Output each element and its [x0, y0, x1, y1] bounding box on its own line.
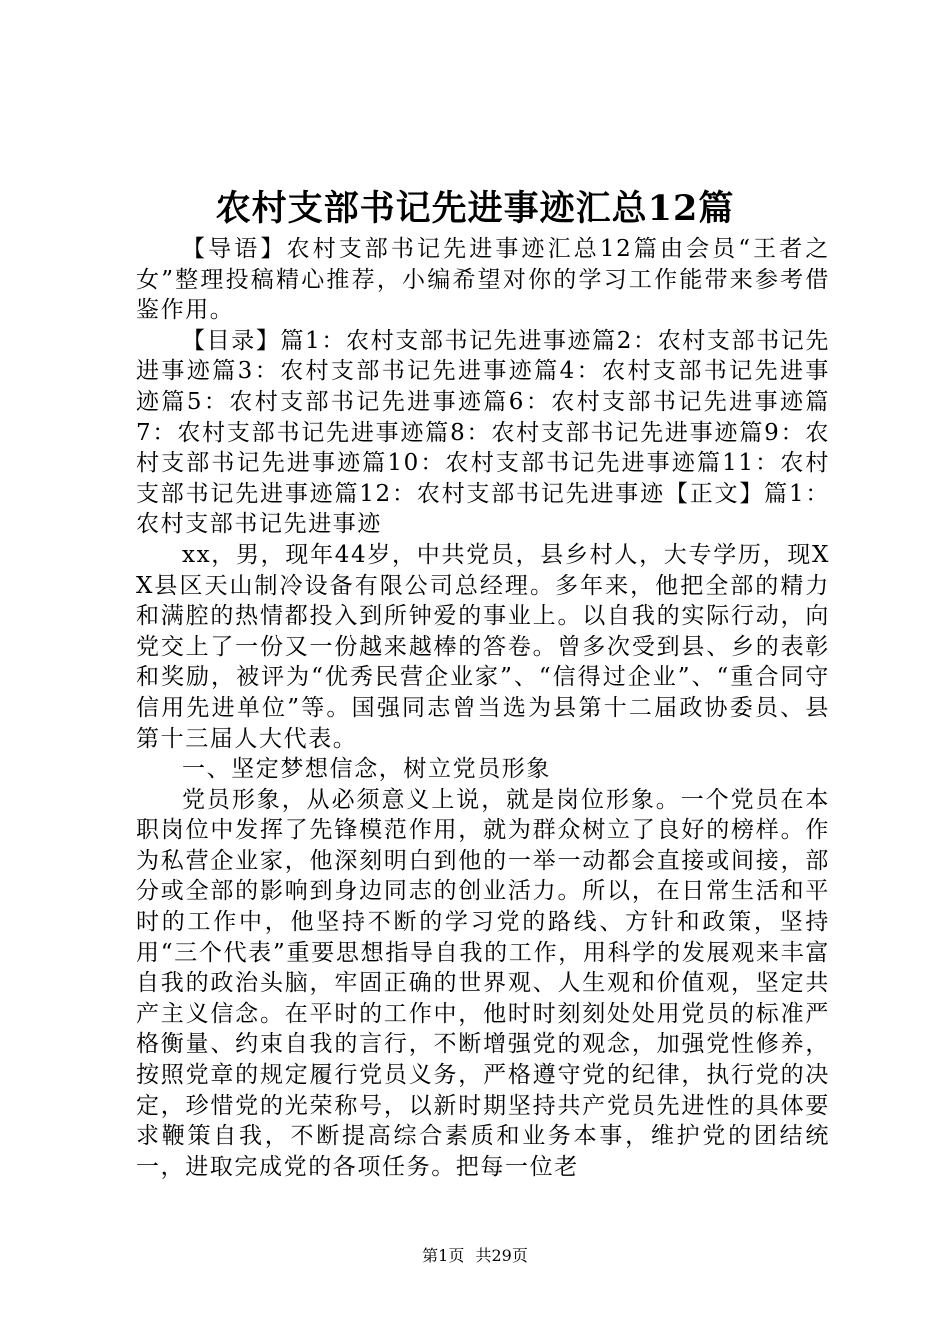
document-title: 农村支部书记先进事迹汇总12篇	[215, 188, 735, 229]
section-heading: 一、坚定梦想信念，树立党员形象	[182, 756, 551, 783]
intro-paragraph: 【导语】农村支部书记先进事迹汇总12篇由会员“王者之女”整理投稿精心推荐，小编希望对你的学习工作能带来参考借鉴作用。	[136, 236, 830, 324]
page-total: 共29页	[475, 1246, 528, 1265]
document-body	[136, 234, 830, 1182]
toc-paragraph: 【目录】篇1：农村支部书记先进事迹篇2：农村支部书记先进事迹篇3：农村支部书记先进事迹篇4：农村支部书记先进事迹篇5：农村支部书记先进事迹篇6：农村支部书记先进事迹篇7：农村支部书记先进事迹篇8：农村支部书记先进事迹篇9：农村支部书记先进事迹篇10：农村支部书记先进事迹篇11：农村支部书记先进事迹篇12：农村支部书记先进事迹【正文】篇1：农村支部书记先进事迹	[136, 327, 830, 538]
body-paragraph: 党员形象，从必须意义上说，就是岗位形象。一个党员在本职岗位中发挥了先锋模范作用，就为群众树立了良好的榜样。作为私营企业家，他深刻明白到他的一举一动都会直接或间接，部分或全部的影响到身边同志的创业活力。所以，在日常生活和平时的工作中，他坚持不断的学习党的路线、方针和政策，坚持用“三个代表”重要思想指导自我的工作，用科学的发展观来丰富自我的政治头脑，牢固正确的世界观、人生观和价值观，坚定共产主义信念。在平时的工作中，他时时刻刻处处用党员的标准严格衡量、约束自我的言行，不断增强党的观念，加强党性修养，按照党章的规定履行党员义务，严格遵守党的纪律，执行党的决定，珍惜党的光荣称号，以新时期坚持共产党员先进性的具体要求鞭策自我，不断提高综合素质和业务本事，维护党的团结统一，进取完成党的各项任务。把每一位老	[136, 786, 830, 1180]
page-footer	[0, 1244, 950, 1268]
profile-paragraph: xx，男，现年44岁，中共党员，县乡村人，大专学历，现XX县区天山制冷设备有限公司总经理。多年来，他把全部的精力和满腔的热情都投入到所钟爱的事业上。以自我的实际行动，向党交上了一份又一份越来越棒的答卷。曾多次受到县、乡的表彰和奖励，被评为“优秀民营企业家”、“信得过企业”、“重合同守信用先进单位”等。国强同志曾当选为县第十二届政协委员、县第十三届人大代表。	[136, 541, 830, 752]
page-number: 第1页	[422, 1246, 465, 1265]
